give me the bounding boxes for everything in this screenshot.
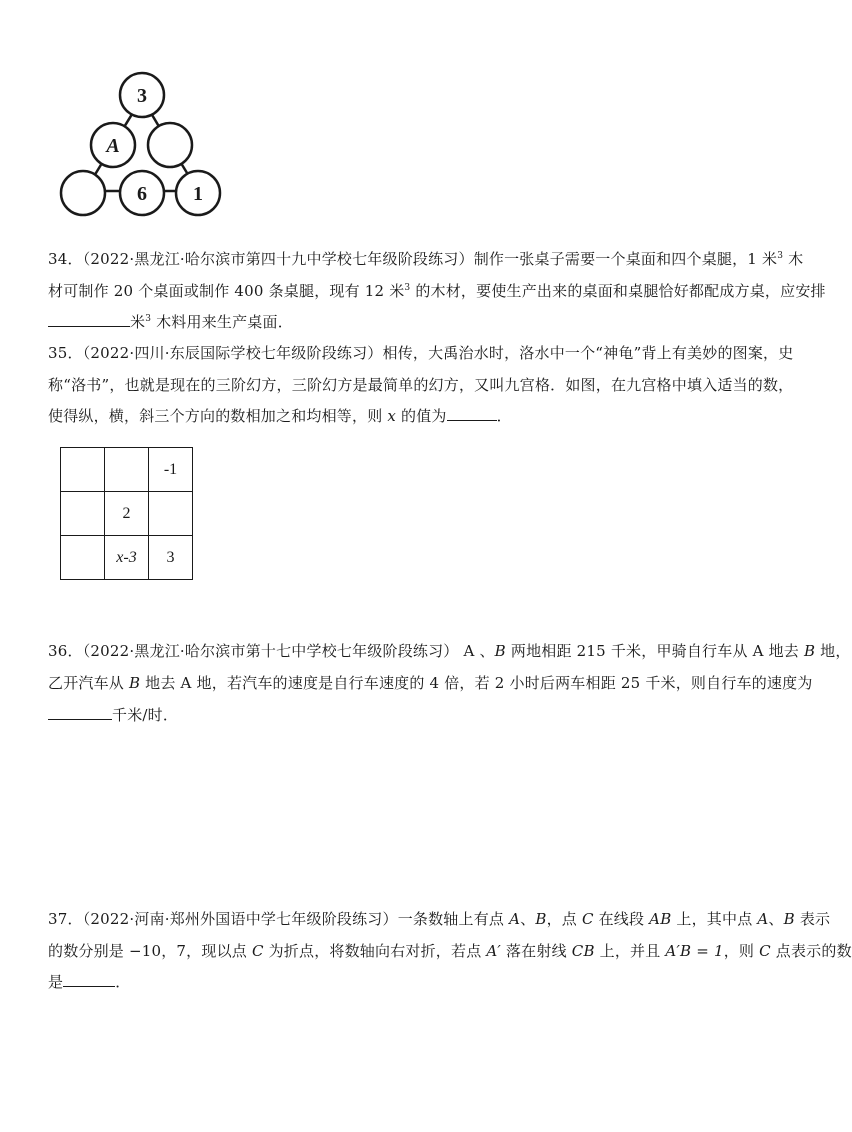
- q36-line-3: [48, 704, 178, 725]
- circle-top-value: 3: [137, 85, 147, 107]
- q37-point-b2: B: [783, 910, 795, 928]
- grid-cell: [61, 492, 105, 536]
- q35-variable-x: x: [387, 407, 397, 425]
- q37-point-c: C: [581, 910, 594, 928]
- q35-source: （2022·四川·东辰国际学校七年级阶段练习）: [82, 344, 383, 362]
- q36-line-2: [48, 672, 813, 693]
- q34-source: （2022·黑龙江·哈尔滨市第四十九中学校七年级阶段练习）: [82, 250, 474, 268]
- q37-line1-a: 一条数轴上有点: [397, 910, 510, 928]
- q34-line-1: [48, 248, 803, 269]
- q34-line1-text: 制作一张桌子需要一个桌面和四个桌腿，1 米: [473, 250, 778, 268]
- q36-line2-a: 乙开汽车从: [48, 674, 129, 692]
- q37-line3-a: 是: [48, 973, 64, 991]
- q35-number: 35．: [48, 344, 83, 362]
- grid-cell: [61, 536, 105, 580]
- q37-point-c2: C: [251, 942, 264, 960]
- q35-line3-b: 的值为: [396, 407, 447, 425]
- q34-line3-sup: 3: [145, 314, 152, 324]
- q37-segment-ab: AB: [649, 910, 672, 928]
- q35-line3-end: ．: [496, 407, 512, 425]
- q36-line1-e: 地，: [815, 642, 851, 660]
- q37-line1-d: 在线段: [593, 910, 650, 928]
- grid-row: [61, 492, 193, 536]
- q37-line2-b: 为折点，将数轴向右对折，若点: [263, 942, 487, 960]
- circle-mid-left-value: A: [106, 135, 120, 157]
- q37-line-3: [48, 971, 130, 992]
- q34-line1-tail: 木: [783, 250, 804, 268]
- q35-line-1: [48, 342, 793, 363]
- q35-line-2: [48, 374, 793, 395]
- q35-answer-blank[interactable]: [447, 406, 497, 421]
- q34-line1-sup: 3: [777, 251, 784, 261]
- grid-cell: [61, 448, 105, 492]
- q37-line2-c: 落在射线: [501, 942, 572, 960]
- q35-line2: 称“洛书”，也就是现在的三阶幻方，三阶幻方是最简单的幻方，又叫九宫格．如图，在九宫格中填入适当的数，: [48, 376, 794, 394]
- q36-line1-b: B: [494, 642, 506, 660]
- q36-line1-d: B: [803, 642, 816, 660]
- q37-line1-c: ，点: [546, 910, 582, 928]
- q37-answer-blank[interactable]: [63, 972, 115, 987]
- q37-line1-e: 上，其中点: [671, 910, 758, 928]
- q37-line-1: [48, 908, 830, 929]
- grid-cell: 3: [149, 536, 193, 580]
- q36-line2-b: B: [128, 674, 141, 692]
- grid-row: [61, 448, 193, 492]
- q34-line-2: [48, 280, 826, 301]
- q37-line2-f: 点表示的数: [770, 942, 852, 960]
- q37-line3-end: ．: [115, 973, 131, 991]
- q37-line2-e: ，则: [723, 942, 760, 960]
- q37-equation: A′B = 1: [665, 942, 724, 960]
- q37-line1-f: 表示: [794, 910, 831, 928]
- q34-line2-sup: 3: [404, 283, 411, 293]
- q37-ray-cb: CB: [571, 942, 595, 960]
- q36-line-1: [48, 640, 851, 661]
- q37-point-a2: A: [757, 910, 769, 928]
- q34-line3-unit: 米: [130, 313, 146, 331]
- q34-answer-blank[interactable]: [48, 312, 130, 327]
- q34-number: 34．: [48, 250, 83, 268]
- grid-row: [61, 536, 193, 580]
- q35-line-3: [48, 405, 512, 426]
- q36-number: 36．: [48, 642, 83, 660]
- q37-point-a: A: [509, 910, 521, 928]
- circle-figure: [55, 68, 230, 220]
- grid-cell: x-3: [105, 536, 149, 580]
- q37-sep: 、: [520, 910, 536, 928]
- q37-line2-a: 的数分别是 −10，7，现以点: [48, 942, 252, 960]
- q35-line1-text: 相传，大禹治水时，洛水中一个“神龟”背上有美妙的图案，史: [382, 344, 794, 362]
- circle-mid-right: [148, 123, 192, 167]
- q34-line2-b: 的木材，要使生产出来的桌面和桌腿恰好都配成方桌，应安排: [410, 282, 826, 300]
- q35-line3-a: 使得纵，横，斜三个方向的数相加之和均相等，则: [48, 407, 388, 425]
- magic-square-grid: [60, 447, 193, 580]
- q37-sep2: 、: [768, 910, 784, 928]
- q37-number: 37．: [48, 910, 83, 928]
- q34-line3-tail: 木料用来生产桌面．: [151, 313, 293, 331]
- q36-line1-c: 两地相距 215 千米，甲骑自行车从 A 地去: [505, 642, 804, 660]
- grid-cell: -1: [149, 448, 193, 492]
- grid-cell: 2: [105, 492, 149, 536]
- q36-source: （2022·黑龙江·哈尔滨市第十七中学校七年级阶段练习）: [82, 642, 459, 660]
- grid-cell: [105, 448, 149, 492]
- q36-answer-blank[interactable]: [48, 705, 112, 720]
- q37-point-a-prime: A′: [486, 942, 502, 960]
- q34-line2-a: 材可制作 20 个桌面或制作 400 条桌腿，现有 12 米: [48, 282, 405, 300]
- q34-line-3: [48, 311, 293, 332]
- grid-cell: [149, 492, 193, 536]
- q37-line-2: [48, 940, 852, 961]
- q37-source: （2022·河南·郑州外国语中学七年级阶段练习）: [82, 910, 398, 928]
- q36-line3-unit: 千米/时．: [112, 706, 179, 724]
- q36-line2-c: 地去 A 地，若汽车的速度是自行车速度的 4 倍，若 2 小时后两车相距 25 千米，则自行车的速度为: [140, 674, 813, 692]
- circle-bottom-middle-value: 6: [137, 183, 147, 205]
- circle-bottom-left: [61, 171, 105, 215]
- q37-line2-d: 上，并且: [594, 942, 666, 960]
- q37-point-b: B: [535, 910, 547, 928]
- q36-line1-a: A 、: [458, 642, 495, 660]
- q37-point-c3: C: [759, 942, 771, 960]
- circle-bottom-right-value: 1: [193, 183, 203, 205]
